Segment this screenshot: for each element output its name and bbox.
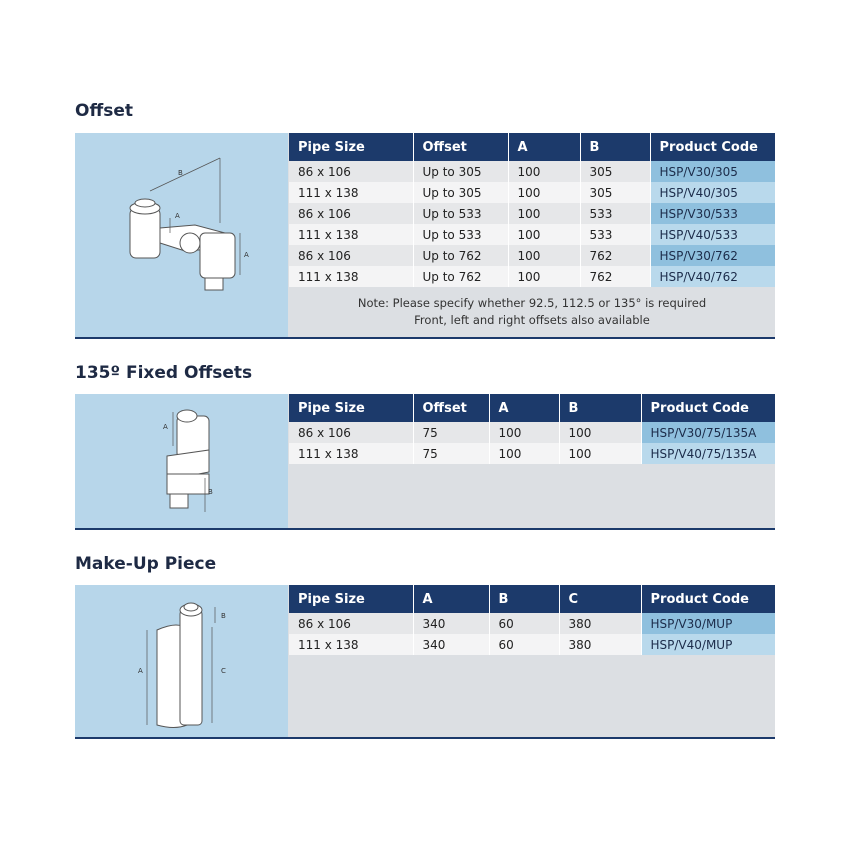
table-cell: 100 <box>508 266 580 287</box>
table-cell: 340 <box>413 634 489 655</box>
table-cell: 86 x 106 <box>289 245 413 266</box>
section-title-offset: Offset <box>75 101 133 121</box>
table-cell: 111 x 138 <box>289 443 413 464</box>
table-cell: 86 x 106 <box>289 613 413 634</box>
col-header: A <box>413 585 489 613</box>
fixed-offsets-panel <box>75 394 775 530</box>
col-header: A <box>508 133 580 161</box>
table-cell: 111 x 138 <box>289 266 413 287</box>
table-cell: 100 <box>508 203 580 224</box>
table-cell: 305 <box>580 161 650 182</box>
table-row <box>289 266 775 287</box>
product-code-cell: HSP/V30/MUP <box>641 613 775 634</box>
product-code-cell: HSP/V30/75/135A <box>641 422 775 443</box>
table-row <box>289 634 775 655</box>
offset-pipe-illustration <box>75 133 288 337</box>
makeup-dim-c: C <box>221 667 226 675</box>
table-cell: 111 x 138 <box>289 634 413 655</box>
table-cell: 60 <box>489 613 559 634</box>
table-cell: 111 x 138 <box>289 224 413 245</box>
table-cell: 75 <box>413 422 489 443</box>
table-row <box>289 161 775 182</box>
product-code-cell: HSP/V40/305 <box>650 182 775 203</box>
col-header: Product Code <box>650 133 775 161</box>
fixed-offset-pipe-illustration <box>75 394 288 528</box>
col-header: B <box>489 585 559 613</box>
table-cell: 60 <box>489 634 559 655</box>
product-code-cell: HSP/V30/762 <box>650 245 775 266</box>
table-cell: 100 <box>508 182 580 203</box>
table-cell: 762 <box>580 266 650 287</box>
table-cell: 340 <box>413 613 489 634</box>
table-cell: Up to 305 <box>413 182 508 203</box>
make-up-piece-table <box>289 585 775 655</box>
col-header: B <box>580 133 650 161</box>
table-row <box>289 224 775 245</box>
makeup-dim-a: A <box>138 667 143 675</box>
table-row <box>289 443 775 464</box>
product-code-cell: HSP/V40/762 <box>650 266 775 287</box>
table-cell: 100 <box>508 245 580 266</box>
section-title-fixed-offsets: 135º Fixed Offsets <box>75 363 253 383</box>
fixed-offsets-table <box>289 394 775 464</box>
table-header-row <box>289 394 775 422</box>
table-cell: 380 <box>559 613 641 634</box>
col-header: Pipe Size <box>289 394 413 422</box>
table-cell: 533 <box>580 203 650 224</box>
offset-dim-a2: A <box>244 251 249 259</box>
table-cell: 305 <box>580 182 650 203</box>
section-title-make-up-piece: Make-Up Piece <box>75 554 217 574</box>
product-code-cell: HSP/V40/MUP <box>641 634 775 655</box>
offset-panel <box>75 133 775 339</box>
col-header: Pipe Size <box>289 133 413 161</box>
col-header: B <box>559 394 641 422</box>
make-up-pipe-illustration <box>75 585 288 737</box>
table-cell: 86 x 106 <box>289 203 413 224</box>
table-cell: 86 x 106 <box>289 161 413 182</box>
product-code-cell: HSP/V40/75/135A <box>641 443 775 464</box>
product-code-cell: HSP/V30/305 <box>650 161 775 182</box>
table-cell: Up to 305 <box>413 161 508 182</box>
table-cell: 100 <box>559 443 641 464</box>
col-header: C <box>559 585 641 613</box>
table-cell: 100 <box>489 443 559 464</box>
table-row <box>289 422 775 443</box>
table-cell: 100 <box>489 422 559 443</box>
table-cell: Up to 762 <box>413 266 508 287</box>
table-cell: Up to 762 <box>413 245 508 266</box>
offset-diagram <box>75 133 288 337</box>
offset-dim-b: B <box>178 169 183 177</box>
table-cell: 111 x 138 <box>289 182 413 203</box>
fixed-dim-b: B <box>208 488 213 496</box>
table-row <box>289 613 775 634</box>
col-header: A <box>489 394 559 422</box>
offset-table <box>289 133 775 287</box>
table-cell: Up to 533 <box>413 203 508 224</box>
makeup-dim-b: B <box>221 612 226 620</box>
product-code-cell: HSP/V30/533 <box>650 203 775 224</box>
product-code-cell: HSP/V40/533 <box>650 224 775 245</box>
note-line: Note: Please specify whether 92.5, 112.5 or 135° is required <box>357 296 707 310</box>
table-cell: 762 <box>580 245 650 266</box>
table-cell: 380 <box>559 634 641 655</box>
col-header: Product Code <box>641 394 775 422</box>
table-header-row <box>289 133 775 161</box>
fixed-dim-a: A <box>163 423 168 431</box>
make-up-piece-diagram <box>75 585 288 737</box>
table-row <box>289 203 775 224</box>
col-header: Offset <box>413 133 508 161</box>
table-cell: 75 <box>413 443 489 464</box>
table-row <box>289 182 775 203</box>
fixed-offsets-diagram <box>75 394 288 528</box>
col-header: Product Code <box>641 585 775 613</box>
table-cell: 100 <box>508 224 580 245</box>
table-header-row <box>289 585 775 613</box>
table-cell: Up to 533 <box>413 224 508 245</box>
offset-note <box>289 295 775 329</box>
make-up-piece-panel <box>75 585 775 739</box>
table-row <box>289 245 775 266</box>
table-cell: 86 x 106 <box>289 422 413 443</box>
col-header: Offset <box>413 394 489 422</box>
offset-dim-a1: A <box>175 212 180 220</box>
table-cell: 533 <box>580 224 650 245</box>
note-line: Front, left and right offsets also available <box>414 313 650 327</box>
table-cell: 100 <box>508 161 580 182</box>
col-header: Pipe Size <box>289 585 413 613</box>
table-cell: 100 <box>559 422 641 443</box>
